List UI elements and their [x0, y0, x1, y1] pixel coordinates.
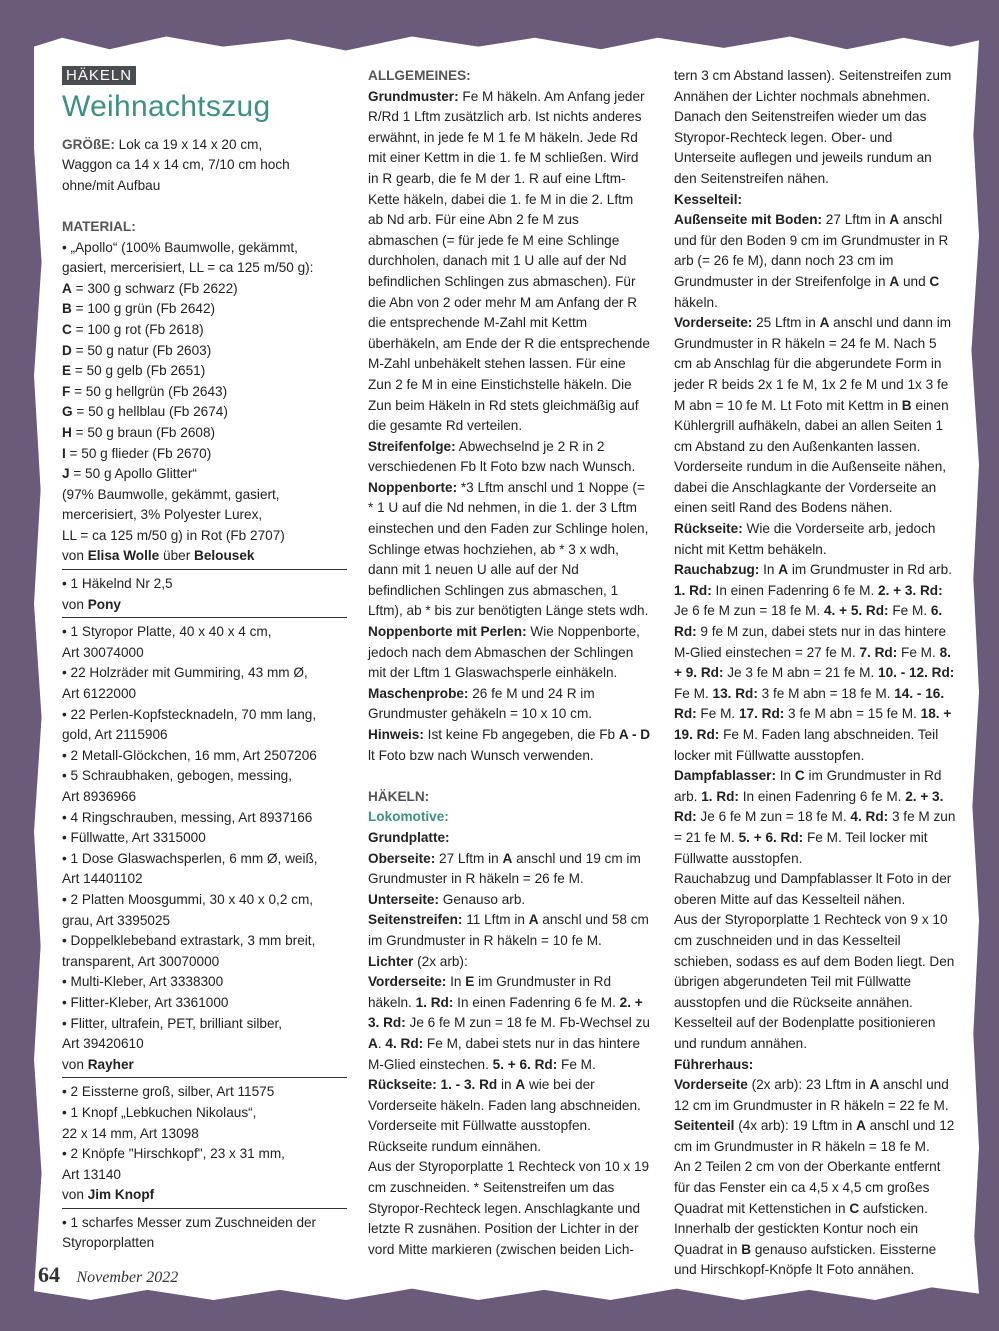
list-item: • 1 Häkelnd Nr 2,5	[62, 576, 173, 592]
paragraph: Vorderseite (2x arb): 23 Lftm in A anschl und 12 cm im Grundmuster in R häkeln = 22 fe M.	[674, 1077, 949, 1113]
sub-heading: Führerhaus:	[674, 1056, 754, 1072]
paragraph: Aus der Styroporplatte 1 Rechteck von 10 x 19 cm zuschneiden. * Seitenstreifen um das Styropor-Rechteck legen. Anschlagkante und letzte R zusnähen. Position der Lichter in der vord Mitte markieren (zwischen beiden Lich-	[368, 1159, 650, 1257]
material-heading: MATERIAL:	[62, 218, 136, 234]
paragraph: Noppenborte: *3 Lftm anschl und 1 Noppe (= * 1 U auf die Nd nehmen, in die 1. der 3 Lftm einstechen und den Faden zur Schlinge holen, Schlinge etwas hochziehen, ab * 3 x wdh, dann mit 1 neuen U alle auf der Nd befindlichen Schlingen zus abmaschen, 1 Lftm), ab * bis zur benötigten Länge stets wdh.	[368, 479, 649, 619]
items-list-1: • 1 Styropor Platte, 40 x 40 x 4 cm, Art 30074000 • 22 Holzräder mit Gummiring, 43 mm Ø, Art 6122000 • 22 Perlen-Kopfstecknadeln, 70 mm lang, gold, Art 2115906 • 2 Metall-Glöckchen, 16 mm, Art 2507206 • 5 Schraubhaken, gebogen, messing, Art 8936966 • 4 Ringschrauben, messing, Art 8937166 • Füllwatte, Art 3315000 • 1 Dose Glaswachsperlen, 6 mm Ø, weiß, Art 14401102 • 2 Platten Moosgummi, 30 x 40 x 0,2 cm, grau, Art 3395025 • Doppelklebeband extrastark, 3 mm breit, transparent, Art 30070000 • Multi-Kleber, Art 3338300 • Flitter-Kleber, Art 3361000 • Flitter, ultrafein, PET, brilliant silber, Art 39420610	[62, 624, 318, 1052]
issue-date: November 2022	[76, 1269, 179, 1286]
paragraph: Hinweis: Ist keine Fb angegeben, die Fb A - D lt Foto bzw nach Wunsch verwenden.	[368, 727, 651, 763]
supplier-line: von Pony	[62, 595, 347, 619]
size-section: GRÖßE: Lok ca 19 x 14 x 20 cm, Waggon ca 14 x 14 cm, 7/10 cm hoch ohne/mit Aufbau	[62, 136, 290, 193]
paragraph: An 2 Teilen 2 cm von der Oberkante entfernt für das Fenster ein ca 4,5 x 4,5 cm großes Quadrat mit Kettenstichen in C aufsticken. Innerhalb der gestickten Kontur noch ein Quadrat in B genauso aufsticken. Eissterne und Hirschkopf-Knöpfe lt Foto annähen.	[674, 1159, 941, 1278]
paragraph: tern 3 cm Abstand lassen). Seitenstreifen zum Annähen der Lichter nochmals abnehmen. Danach den Seitenstreifen wieder um das Styropor-Rechteck legen. Ober- und Unterseite auflegen und jeweils rundum an den Seitenstreifen nähen.	[674, 68, 952, 186]
paragraph: Maschenprobe: 26 fe M und 24 R im Grundmuster gehäkeln = 10 x 10 cm.	[368, 685, 595, 722]
paragraph: Seitenstreifen: 11 Lftm in A anschl und 58 cm im Grundmuster in R häkeln = 10 fe M.	[368, 912, 649, 948]
page-number: 64	[38, 1262, 60, 1287]
page-title: Weihnachtszug	[62, 89, 271, 123]
paragraph: Grundmuster: Fe M häkeln. Am Anfang jeder R/Rd 1 Lftm zusätzlich arb. Ist nichts anderes erwähnt, in jede fe M 1 fe M häkeln. Jede Rd mit einer Kettm in die 1. fe M schließen. Wird in R gearb, die fe M der 1. R auf eine Lftm-Kette häkeln, dabei die 1. fe M in die 2. Lftm ab Nd arb. Für eine Abn 2 fe M zus abmaschen (= für jede fe M eine Schlinge durchholen, danach mit 1 U alle auf der Nd befindlichen Schlingen zus abmaschen). Für die Abn von 2 oder mehr M am Anfang der R die entsprechende M-Zahl mit Kettm überhäkeln, am Ende der R die entsprechende M-Zahl unbehäkelt stehen lassen. Für eine Zun 2 fe M in eine Einstichstelle häkeln. Die Zun beim Häkeln in Rd stets gleichmäßig auf die gesamte Rd verteilen.	[368, 88, 650, 434]
column-3	[674, 66, 958, 1281]
yarn-colors: A = 300 g schwarz (Fb 2622) B = 100 g grün (Fb 2642) C = 100 g rot (Fb 2618) D = 50 g natur (Fb 2603) E = 50 g gelb (Fb 2651) F = 50 g hellgrün (Fb 2643) G = 50 g hellblau (Fb 2674) H = 50 g braun (Fb 2608) I = 50 g flieder (Fb 2670) J = 50 g Apollo Glitter“	[62, 280, 238, 482]
items-list-2: • 2 Eissterne groß, silber, Art 11575 • 1 Knopf „Lebkuchen Nikolaus“, 22 x 14 mm, Art 13098 • 2 Knöpfe "Hirschkopf", 23 x 31 mm, Art 13140	[62, 1084, 285, 1182]
paragraph: Aus der Styroporplatte 1 Rechteck von 9 x 10 cm zuschneiden und in das Kesselteil schieben, sodass es auf dem Boden liegt. Den übrigen abgerundeten Teil mit Füllwatte ausstopfen und die Rückseite annähen.	[674, 912, 955, 1010]
yarn-line: gasiert, mercerisiert, LL = ca 125 m/50 g):	[62, 260, 314, 276]
paragraph: Streifenfolge: Abwechselnd je 2 R in 2 verschiedenen Fb lt Foto bzw nach Wunsch.	[368, 438, 636, 475]
supplier-line: von Rayher	[62, 1055, 347, 1079]
supplier-line: von Elisa Wolle über Belousek	[62, 546, 347, 570]
section-heading: ALLGEMEINES:	[368, 68, 471, 83]
paragraph: Oberseite: 27 Lftm in A anschl und 19 cm im Grundmuster in R häkeln = 26 fe M.	[368, 850, 641, 887]
paragraph: Vorderseite: 25 Lftm in A anschl und dann im Grundmuster in R häkeln = 24 fe M. Nach 5 cm ab Anschlag für die abgerundete Form in jeder R beids 2x 1 fe M, 1x 2 fe M und 1x 3 fe M abn = 10 fe M. Lt Foto mit Kettm in B einen Kühlergrill aufhäkeln, dabei an allen Seiten 1 cm Abstand zu den Außenkanten lassen. Vorderseite rundum in die Außenseite nähen, dabei die Anschlagkante der Vorderseite an einen seitl Rand des Bodens nähen.	[674, 315, 952, 516]
supplier-line: von Jim Knopf	[62, 1185, 347, 1209]
category-label: HÄKELN	[62, 66, 136, 85]
sub-heading: Lokomotive:	[368, 809, 449, 825]
column-2	[368, 66, 651, 1260]
paragraph: Rauchabzug und Dampfablasser lt Foto in der oberen Mitte auf das Kesselteil nähen.	[674, 871, 952, 907]
page-footer	[38, 1262, 178, 1288]
paragraph: Unterseite: Genauso arb.	[368, 891, 526, 907]
paragraph: Seitenteil (4x arb): 19 Lftm in A anschl und 12 cm im Grundmuster in R häkeln = 18 fe M.	[674, 1118, 955, 1154]
column-1: HÄKELN Weihnachtszug GRÖßE: Lok ca 19 x 14 x 20 cm, Waggon ca 14 x 14 cm, 7/10 cm hoch ohne/mit Aufbau MATERIAL: • „Apollo“ (100% Baumwolle, gekämmt, gasiert, mercerisiert, LL = ca 125 m/50 g): A = 300 g schwarz (Fb 2622) B = 100 g grün (Fb 2642) C = 100 g rot (Fb 2618) D = 50 g natur (Fb 2603) E = 50 g gelb (Fb 2651) F = 50 g hellgrün (Fb 2643) G = 50 g hellblau (Fb 2674) H = 50 g braun (Fb 2608) I = 50 g flieder (Fb 2670) J = 50 g Apollo Glitter“ (97% Baumwolle, gekämmt, gasiert, mercerisiert, 3% Polyester Lurex, LL = ca 125 m/50 g) in Rot (Fb 2707) von Elisa Wolle über Belousek • 1 Häkelnd Nr 2,5 von Pony • 1 Styropor Platte, 40 x 40 x 4 cm, Art 30074000 • 22 Holzräder mit Gummiring, 43 mm Ø, Art 6122000 • 22 Perlen-Kopfstecknadeln, 70 mm lang, gold, Art 2115906 • 2 Metall-Glöckchen, 16 mm, Art 2507206 • 5 Schraubhaken, gebogen, messing, Art 8936966 • 4 Ringschrauben, messing, Art 8937166 • Füllwatte, Art 3315000 • 1 Dose Glaswachsperlen, 6 mm Ø, weiß, Art 14401102 • 2 Platten Moosgummi, 30 x 40 x 0,2 cm, grau, Art 3395025 • Doppelklebeband extrastark, 3 mm breit, transparent, Art 30070000 • Multi-Kleber, Art 3338300 • Flitter-Kleber, Art 3361000 • Flitter, ultrafein, PET, brilliant silber, Art 39420610 von Rayher • 2 Eissterne groß, silber, Art 11575 • 1 Knopf „Lebkuchen Nikolaus“, 22 x 14 mm, Art 13098 • 2 Knöpfe "Hirschkopf", 23 x 31 mm, Art 13140 von Jim Knopf • 1 scharfes Messer zum Zuschneiden der Styroporplatten	[62, 66, 347, 1254]
paragraph: Kesselteil auf der Bodenplatte positionieren und rundum annähen.	[674, 1015, 936, 1051]
paragraph: Rauchabzug: In A im Grundmuster in Rd arb. 1. Rd: In einen Fadenring 6 fe M. 2. + 3. Rd: Je 6 fe M zun = 18 fe M. 4. + 5. Rd: Fe M. 6. Rd: 9 fe M zun, dabei stets nur in das hintere M-Glied einstechen = 27 fe M. 7. Rd: Fe M. 8. + 9. Rd: Je 3 fe M abn = 21 fe M. 10. - 12. Rd: Fe M. 13. Rd: 3 fe M abn = 18 fe M. 14. - 16. Rd: Fe M. 17. Rd: 3 fe M abn = 15 fe M. 18. + 19. Rd: Fe M. Faden lang abschneiden. Teil locker mit Füllwatte ausstopfen.	[674, 562, 955, 763]
paragraph: Rückseite: 1. - 3. Rd in A wie bei der Vorderseite häkeln. Faden lang abschneiden. Vorderseite mit Füllwatte ausstopfen. Rückseite rundum einnähen.	[368, 1077, 641, 1154]
sub-heading: Grundplatte:	[368, 829, 450, 845]
paragraph: Vorderseite: In E im Grundmuster in Rd häkeln. 1. Rd: In einen Fadenring 6 fe M. 2. + 3. Rd: Je 6 fe M zun = 18 fe M. Fb-Wechsel zu A. 4. Rd: Fe M, dabei stets nur in das hintere M-Glied einstechen. 5. + 6. Rd: Fe M.	[368, 974, 650, 1072]
sub-heading: Kesselteil:	[674, 191, 743, 207]
paragraph: Dampfablasser: In C im Grundmuster in Rd arb. 1. Rd: In einen Fadenring 6 fe M. 2. + 3. Rd: Je 6 fe M zun = 18 fe M. 4. Rd: 3 fe M zun = 21 fe M. 5. + 6. Rd: Fe M. Teil locker mit Füllwatte ausstopfen.	[674, 768, 956, 866]
paragraph: Lichter (2x arb):	[368, 953, 468, 969]
items-list-3: • 1 scharfes Messer zum Zuschneiden der Styroporplatten	[62, 1214, 317, 1251]
paragraph: Rückseite: Wie die Vorderseite arb, jedoch nicht mit Kettm behäkeln.	[674, 521, 936, 557]
paragraph: Außenseite mit Boden: 27 Lftm in A anschl und für den Boden 9 cm im Grundmuster in R arb (= 26 fe M), dann noch 23 cm im Grundmuster in der Streifenfolge in A und C häkeln.	[674, 212, 949, 310]
yarn-line: • „Apollo“ (100% Baumwolle, gekämmt,	[62, 239, 298, 255]
section-heading: HÄKELN:	[368, 788, 430, 804]
paragraph: Noppenborte mit Perlen: Wie Noppenborte, jedoch nach dem Abmaschen der Schlingen mit der Lftm 1 Glaswachsperle einhäkeln.	[368, 624, 640, 681]
